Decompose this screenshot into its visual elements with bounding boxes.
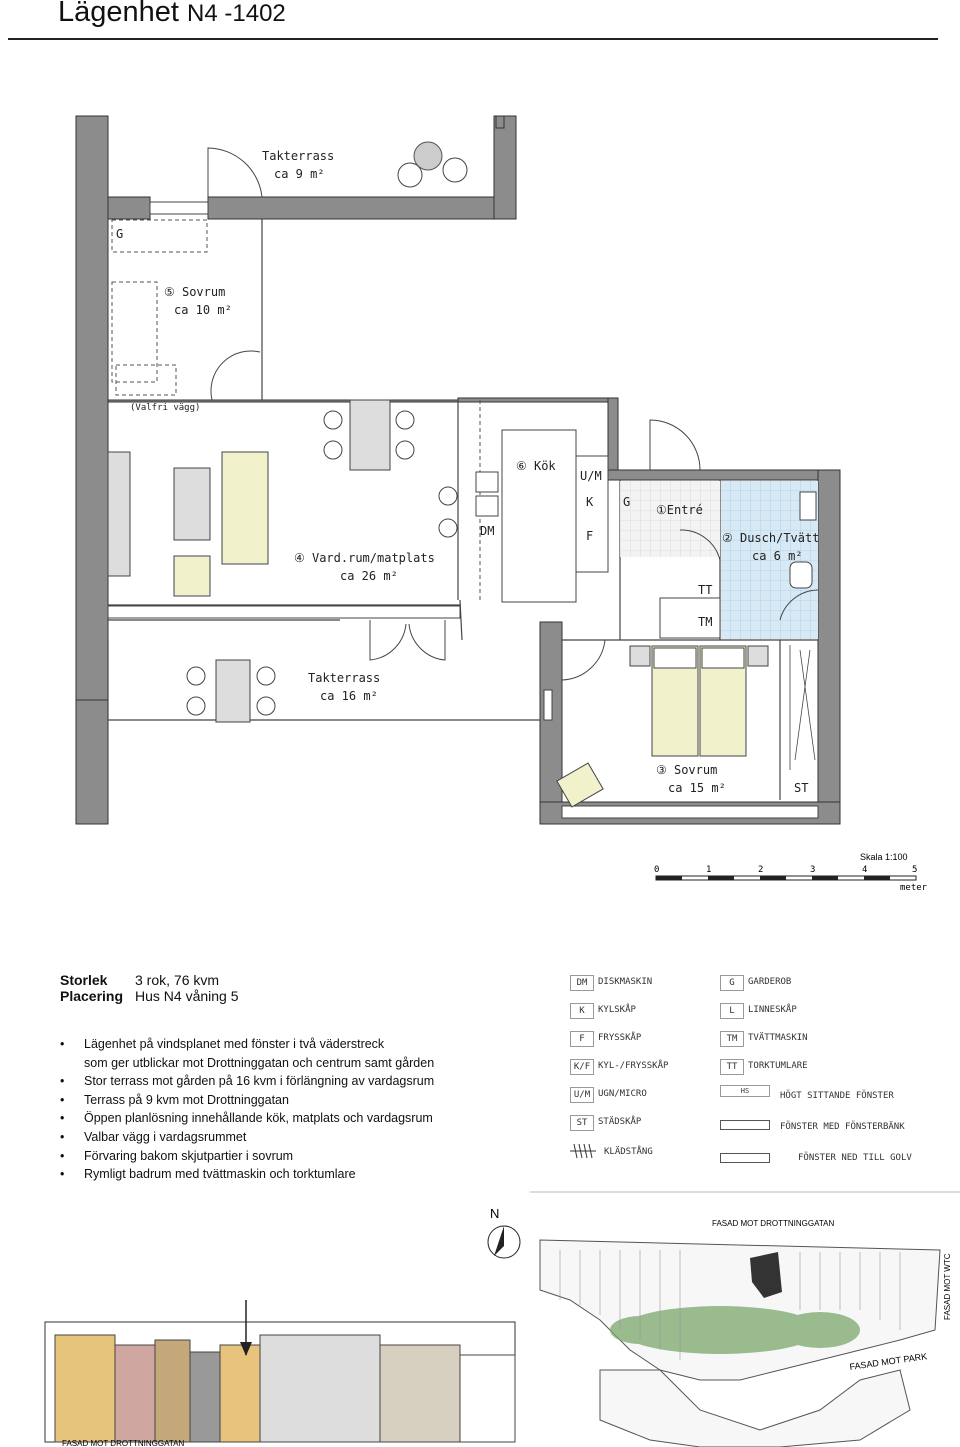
placering-value: Hus N4 våning 5 bbox=[135, 988, 239, 1004]
legend-code: TT bbox=[720, 1059, 744, 1075]
tt-label: TT bbox=[698, 583, 713, 597]
g-top-label: G bbox=[116, 227, 124, 241]
list-item: • Stor terrass mot gården på 16 kvm i förlängning av vardagsrum bbox=[60, 1072, 540, 1091]
g-mid-label: G bbox=[623, 495, 631, 509]
closet-rail bbox=[790, 645, 815, 770]
sovrum3-name: ③ Sovrum bbox=[656, 763, 718, 777]
legend-text: FÖNSTER NED TILL GOLV bbox=[798, 1153, 912, 1163]
scale-tick: 1 bbox=[706, 865, 712, 875]
list-item: • Lägenhet på vindsplanet med fönster i två väderstreck bbox=[60, 1035, 540, 1054]
scale-tick: 2 bbox=[758, 865, 764, 875]
sovrum5-area: ca 10 m² bbox=[174, 303, 232, 317]
scale-bar bbox=[656, 876, 916, 880]
window-sill-icon bbox=[720, 1120, 770, 1130]
takterrass-top-name: Takterrass bbox=[262, 149, 335, 163]
summary bbox=[60, 972, 239, 1004]
vardrum4-name: ④ Vard.rum/matplats bbox=[294, 551, 435, 565]
legend-text: KYL-/FRYSSKÅP bbox=[598, 1061, 669, 1071]
legend-code: K/F bbox=[570, 1059, 594, 1075]
legend-code: G bbox=[720, 975, 744, 991]
scale-tick: 3 bbox=[810, 865, 816, 875]
legend-code: TM bbox=[720, 1031, 744, 1047]
kok6-label: ⑥ Kök bbox=[516, 459, 556, 473]
legend-text: DISKMASKIN bbox=[598, 977, 653, 987]
fasad-drottninggatan-top: FASAD MOT DROTTNINGGATAN bbox=[712, 1219, 835, 1228]
k-label: K bbox=[586, 495, 594, 509]
f-label: F bbox=[586, 529, 594, 543]
list-item: • Öppen planlösning innehållande kök, matplats och vardagsrum bbox=[60, 1109, 540, 1128]
dusch2-area: ca 6 m² bbox=[752, 549, 803, 563]
scale-tick: 4 bbox=[862, 865, 868, 875]
title-text: Lägenhet bbox=[58, 0, 179, 28]
valfri-label: (Valfri vägg) bbox=[130, 403, 201, 413]
chairs bbox=[187, 158, 467, 715]
feature-list bbox=[60, 1035, 540, 1184]
window-floor-icon bbox=[720, 1153, 770, 1163]
takterrass-top-area: ca 9 m² bbox=[274, 167, 325, 181]
legend-code: K bbox=[570, 1003, 594, 1019]
tm-label: TM bbox=[698, 615, 713, 629]
kitchen-units bbox=[476, 430, 608, 602]
legend-text: UGN/MICRO bbox=[598, 1089, 647, 1099]
entre1-label: ①Entré bbox=[656, 503, 703, 517]
takterrass-mid-area: ca 16 m² bbox=[320, 689, 378, 703]
list-item: • Rymligt badrum med tvättmaskin och torktumlare bbox=[60, 1165, 540, 1184]
list-item: som ger utblickar mot Drottninggatan och centrum samt gården bbox=[84, 1055, 435, 1070]
entre-floor bbox=[620, 481, 720, 557]
dusch2-name: ② Dusch/Tvätt bbox=[722, 531, 820, 545]
facade-elevation bbox=[45, 1300, 515, 1442]
legend-code: U/M bbox=[570, 1087, 594, 1103]
sovrum3-area: ca 15 m² bbox=[668, 781, 726, 795]
legend-text: TVÄTTMASKIN bbox=[748, 1033, 808, 1043]
legend-text: STÄDSKÅP bbox=[598, 1117, 642, 1127]
legend-code: HS bbox=[720, 1085, 770, 1097]
legend-code: ST bbox=[570, 1115, 594, 1131]
list-item: • Förvaring bakom skjutpartier i sovrum bbox=[60, 1147, 540, 1166]
list-item: • Terrass på 9 kvm mot Drottninggatan bbox=[60, 1091, 540, 1110]
fasad-drottninggatan-bottom: FASAD MOT DROTTNINGGATAN bbox=[62, 1439, 185, 1447]
legend bbox=[570, 975, 950, 1175]
scale-tick: 0 bbox=[654, 865, 660, 875]
list-item: • Valbar vägg i vardagsrummet bbox=[60, 1128, 540, 1147]
title-unit: N4 -1402 bbox=[187, 0, 286, 27]
scale-tick: 5 bbox=[912, 865, 918, 875]
kladstang-icon bbox=[570, 1143, 596, 1159]
st-label: ST bbox=[794, 781, 809, 795]
compass-icon bbox=[488, 1226, 520, 1258]
site-plan bbox=[0, 1180, 960, 1447]
sovrum5-name: ⑤ Sovrum bbox=[164, 285, 226, 299]
fasad-park: FASAD MOT PARK bbox=[848, 1351, 928, 1372]
scale-unit: meter bbox=[900, 883, 928, 893]
storlek-value: 3 rok, 76 kvm bbox=[135, 972, 220, 988]
legend-text: TORKTUMLARE bbox=[748, 1061, 808, 1071]
legend-text: KLÄDSTÅNG bbox=[604, 1147, 653, 1157]
storlek-label: Storlek bbox=[60, 972, 108, 988]
legend-text: GARDEROB bbox=[748, 977, 792, 987]
placering-label: Placering bbox=[60, 988, 124, 1004]
legend-code: F bbox=[570, 1031, 594, 1047]
dm-label: DM bbox=[480, 524, 495, 538]
beds bbox=[630, 646, 768, 756]
legend-text: KYLSKÅP bbox=[598, 1005, 636, 1015]
scale-label: Skala 1:100 bbox=[860, 852, 908, 862]
legend-text: HÖGT SITTANDE FÖNSTER bbox=[780, 1091, 894, 1101]
legend-code: L bbox=[720, 1003, 744, 1019]
legend-code: DM bbox=[570, 975, 594, 991]
vardrum4-area: ca 26 m² bbox=[340, 569, 398, 583]
legend-text: FÖNSTER MED FÖNSTERBÄNK bbox=[780, 1122, 905, 1132]
scale-ticks bbox=[654, 865, 917, 875]
north-label: N bbox=[490, 1206, 500, 1221]
legend-text: FRYSSKÅP bbox=[598, 1033, 642, 1043]
legend-text: LINNESKÅP bbox=[748, 1005, 797, 1015]
um-label: U/M bbox=[580, 469, 602, 483]
fasad-wtc: FASAD MOT WTC bbox=[943, 1253, 952, 1320]
takterrass-mid-name: Takterrass bbox=[308, 671, 381, 685]
